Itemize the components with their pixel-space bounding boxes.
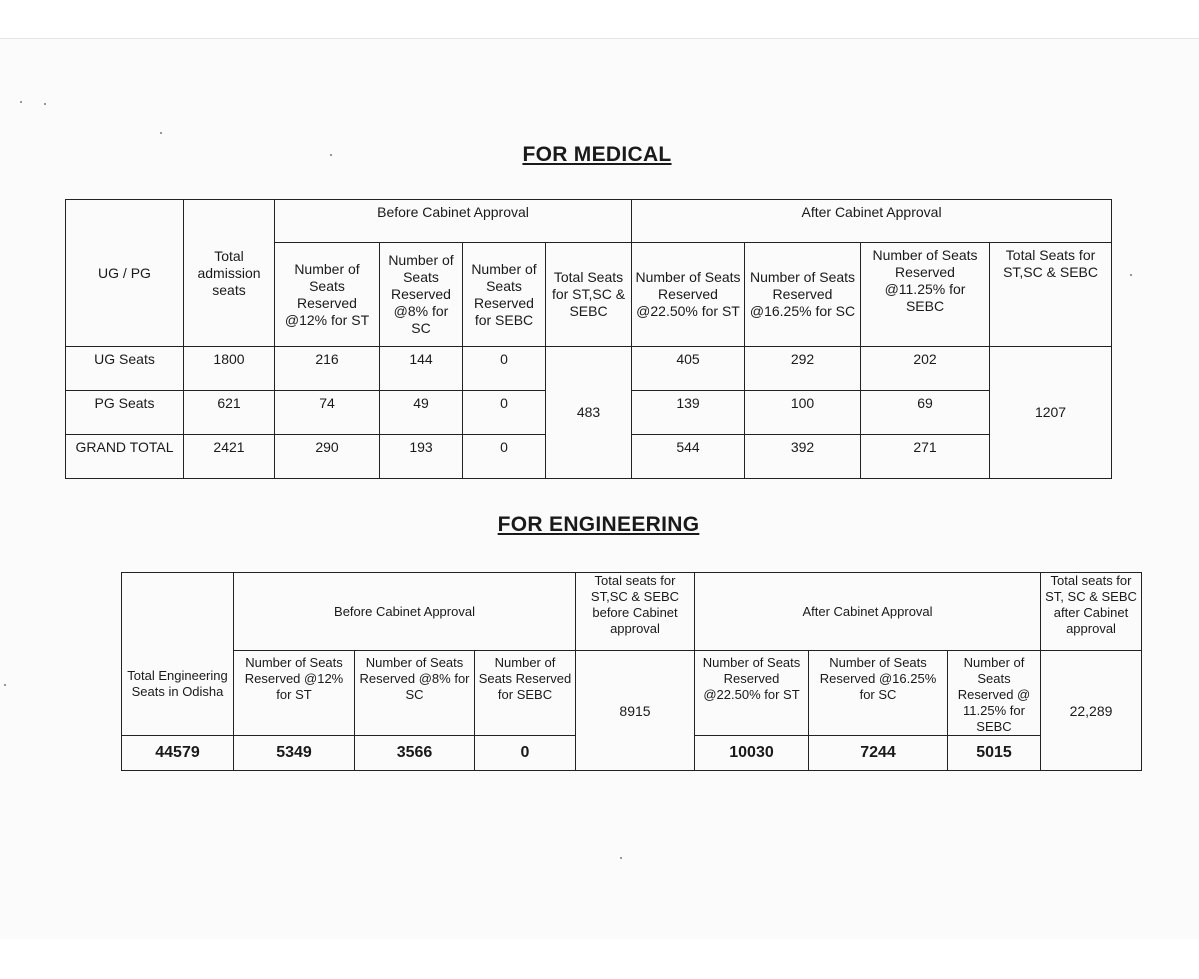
scan-speck [620, 857, 622, 859]
engineering-table [121, 572, 1142, 771]
header-after-total: Total seats for ST, SC & SEBC after Cabinet approval [1041, 573, 1142, 651]
header-before-cabinet: Before Cabinet Approval [234, 573, 576, 651]
scan-speck [4, 684, 6, 686]
header-before-sc: Number of Seats Reserved @8% for SC [380, 243, 463, 347]
after-st-value: 10030 [695, 736, 809, 771]
row-total: 621 [184, 391, 275, 435]
row-before-sebc: 0 [463, 347, 546, 391]
scan-speck [330, 154, 332, 156]
header-after-st: Number of Seats Reserved @22.50% for ST [632, 243, 745, 347]
header-after-cabinet: After Cabinet Approval [632, 200, 1112, 243]
header-total-admission: Total admission seats [184, 200, 275, 347]
row-after-st: 405 [632, 347, 745, 391]
header-before-total: Total seats for ST,SC & SEBC before Cabinet approval [576, 573, 695, 651]
header-before-cabinet: Before Cabinet Approval [275, 200, 632, 243]
row-before-sebc: 0 [463, 391, 546, 435]
total-engineering-value: 44579 [122, 736, 234, 771]
header-after-sc: Number of Seats Reserved @16.25% for SC [745, 243, 861, 347]
row-after-sebc: 271 [861, 435, 990, 479]
row-total: 2421 [184, 435, 275, 479]
header-after-sc: Number of Seats Reserved @16.25% for SC [809, 651, 948, 736]
row-before-sebc: 0 [463, 435, 546, 479]
header-total-engineering: Total Engineering Seats in Odisha [122, 573, 234, 736]
header-after-sebc: Number of Seats Reserved @11.25% for SEBC [861, 243, 990, 347]
before-sebc-value: 0 [475, 736, 576, 771]
header-before-total: Total Seats for ST,SC & SEBC [546, 243, 632, 347]
before-st-value: 5349 [234, 736, 355, 771]
row-label: GRAND TOTAL [66, 435, 184, 479]
row-after-st: 544 [632, 435, 745, 479]
row-after-sc: 100 [745, 391, 861, 435]
medical-table [65, 199, 1112, 479]
row-after-sebc: 202 [861, 347, 990, 391]
header-after-cabinet: After Cabinet Approval [695, 573, 1041, 651]
scan-speck [44, 103, 46, 105]
scan-speck [1130, 274, 1132, 276]
row-before-st: 290 [275, 435, 380, 479]
row-after-sebc: 69 [861, 391, 990, 435]
header-after-sebc: Number of Seats Reserved @ 11.25% for SEBC [948, 651, 1041, 736]
header-before-st: Number of Seats Reserved @12% for ST [234, 651, 355, 736]
medical-title: FOR MEDICAL [522, 143, 672, 166]
row-label: UG Seats [66, 347, 184, 391]
header-before-sc: Number of Seats Reserved @8% for SC [355, 651, 475, 736]
header-ug-pg: UG / PG [66, 200, 184, 347]
after-total-value: 22,289 [1041, 651, 1142, 771]
header-after-st: Number of Seats Reserved @22.50% for ST [695, 651, 809, 736]
scanned-page [0, 38, 1199, 939]
row-before-st: 216 [275, 347, 380, 391]
after-sc-value: 7244 [809, 736, 948, 771]
row-before-sc: 193 [380, 435, 463, 479]
row-after-sc: 392 [745, 435, 861, 479]
header-after-total: Total Seats for ST,SC & SEBC [990, 243, 1112, 347]
row-after-sc: 292 [745, 347, 861, 391]
before-sc-value: 3566 [355, 736, 475, 771]
header-before-sebc: Number of Seats Reserved for SEBC [463, 243, 546, 347]
row-before-sc: 144 [380, 347, 463, 391]
row-label: PG Seats [66, 391, 184, 435]
engineering-title: FOR ENGINEERING [497, 513, 700, 536]
scan-speck [20, 101, 22, 103]
row-before-sc: 49 [380, 391, 463, 435]
row-before-st: 74 [275, 391, 380, 435]
row-total: 1800 [184, 347, 275, 391]
row-after-st: 139 [632, 391, 745, 435]
scan-speck [160, 132, 162, 134]
after-total-value: 1207 [990, 347, 1112, 479]
after-sebc-value: 5015 [948, 736, 1041, 771]
before-total-value: 483 [546, 347, 632, 479]
before-total-value: 8915 [576, 651, 695, 771]
header-before-sebc: Number of Seats Reserved for SEBC [475, 651, 576, 736]
header-before-st: Number of Seats Reserved @12% for ST [275, 243, 380, 347]
table-row [66, 347, 1112, 391]
